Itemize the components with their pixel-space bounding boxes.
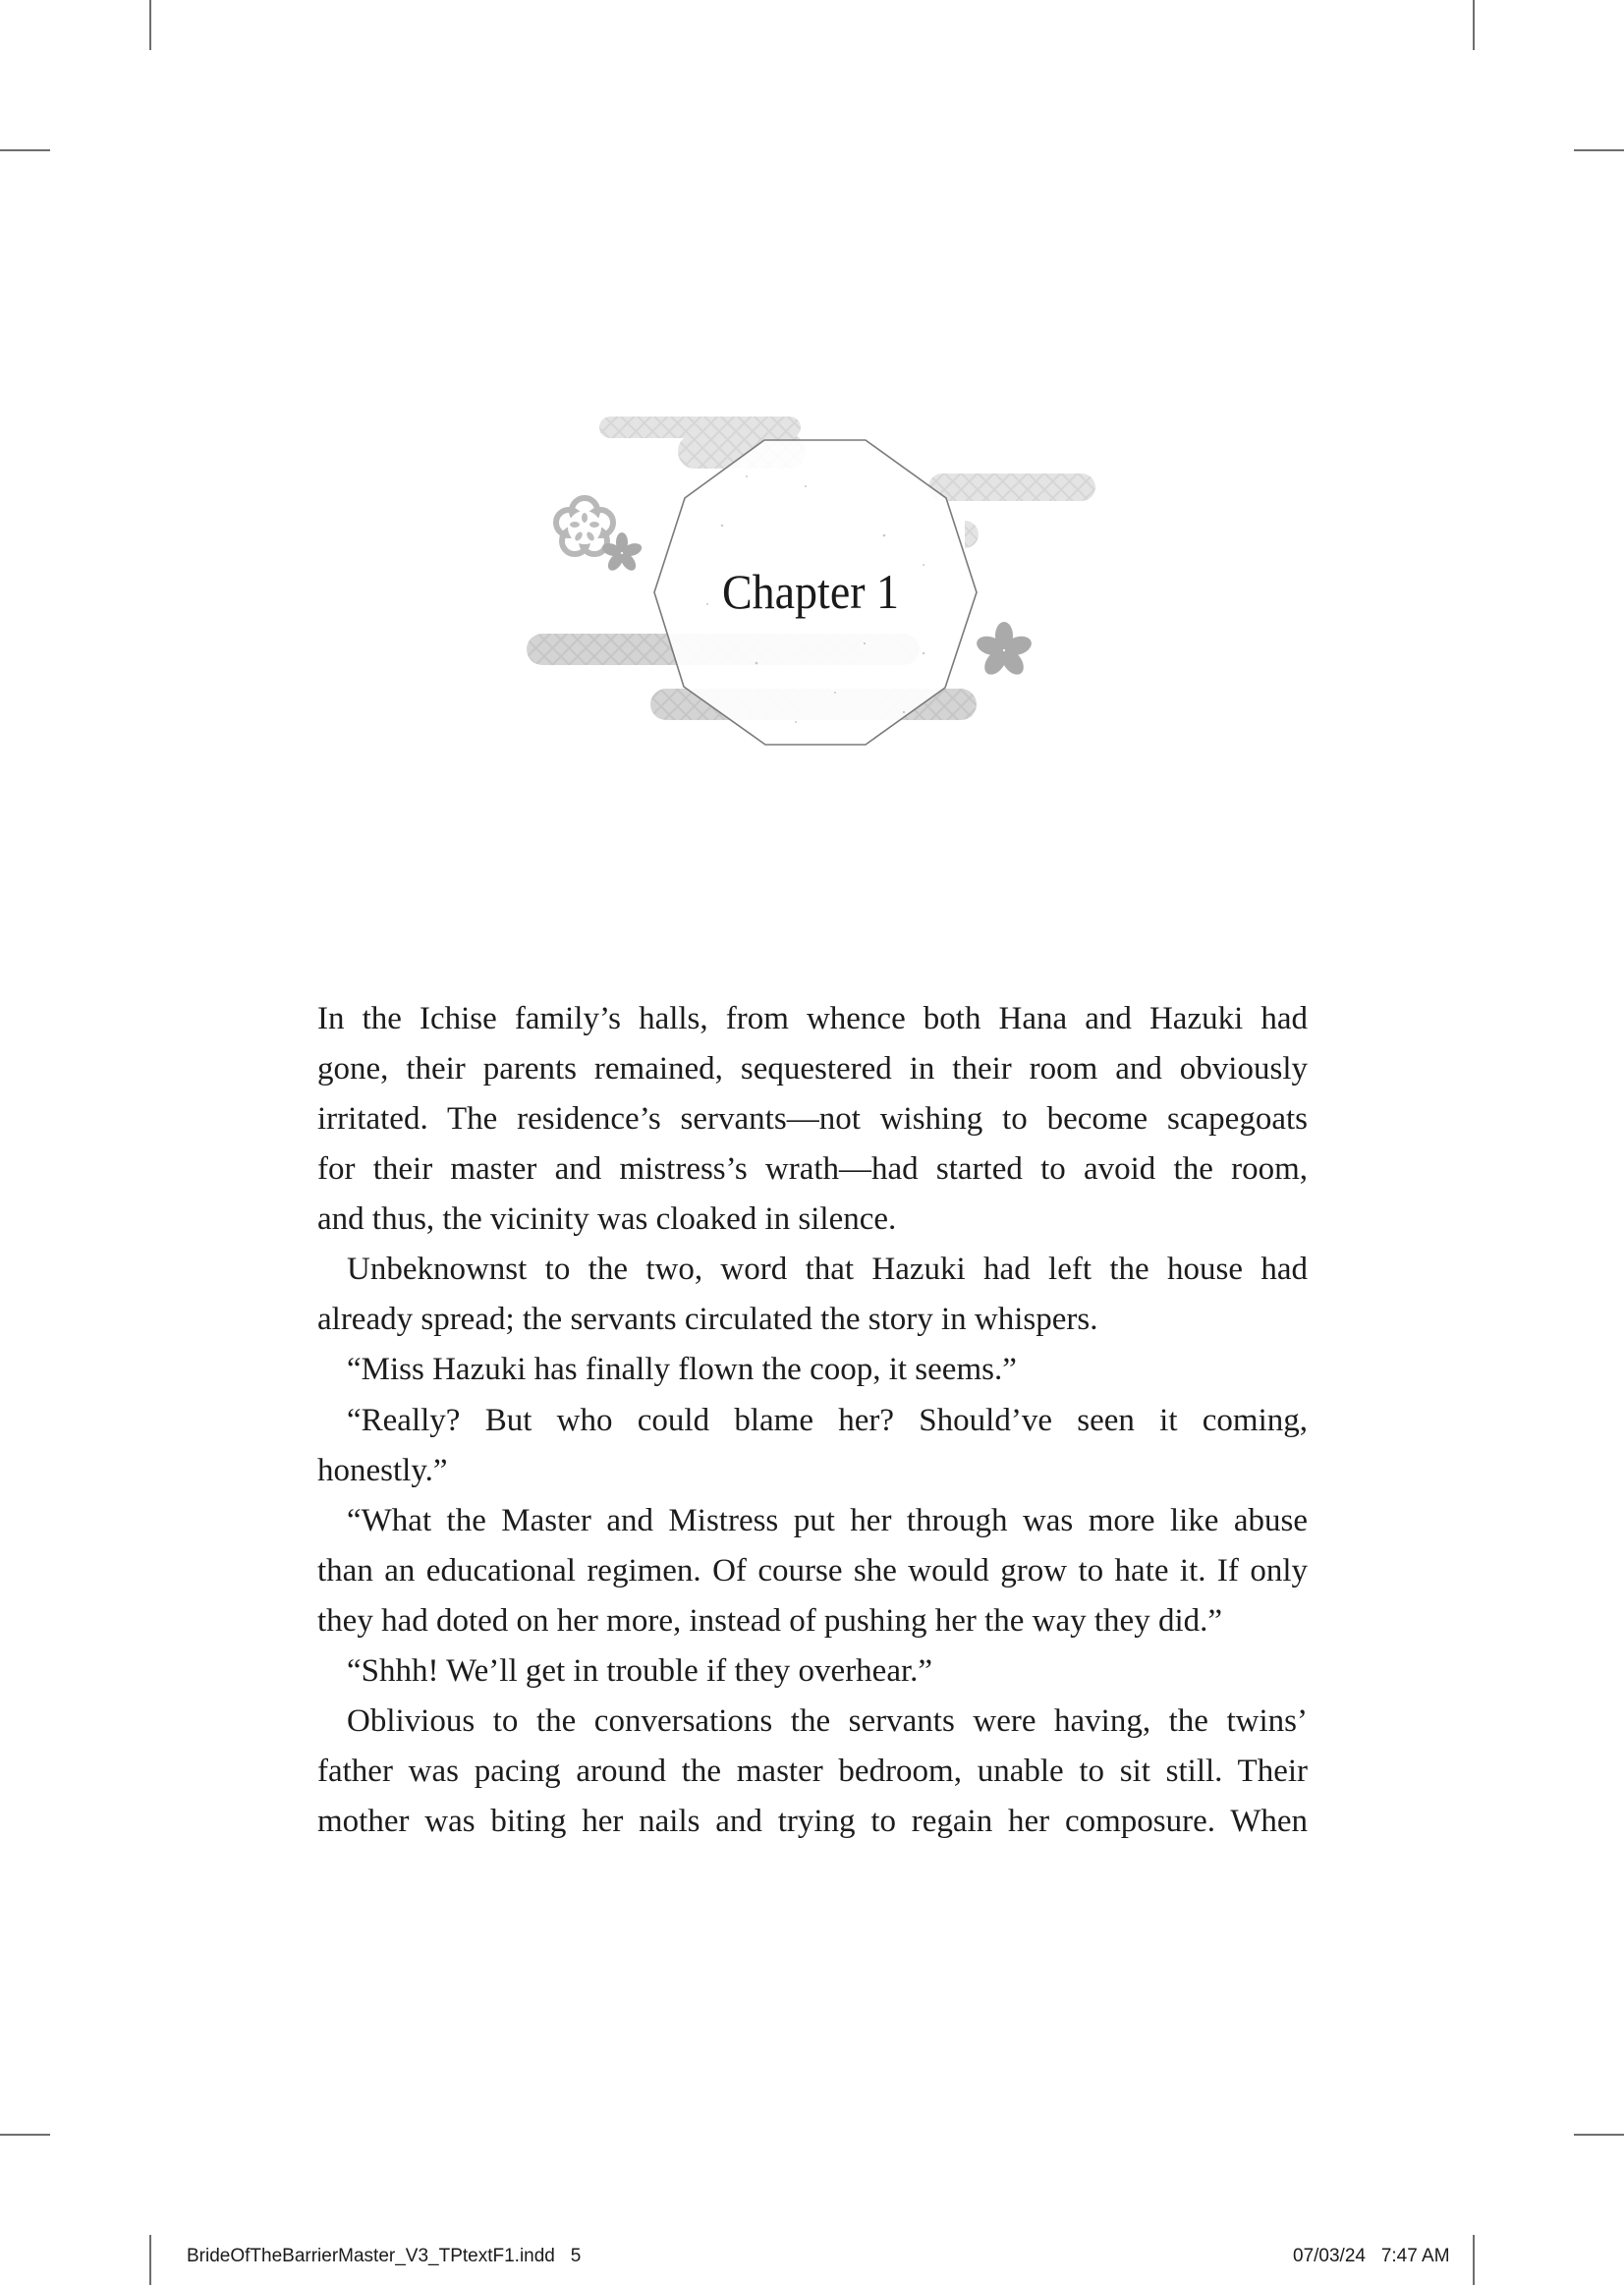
text-line: mother was biting her nails and trying to regain her composure. When — [317, 1804, 1308, 1839]
crop-mark-bottom-left-horizontal — [0, 2134, 50, 2136]
text-line: Oblivious to the conversations the servants were having, the twins’ — [347, 1702, 1308, 1739]
crop-mark-top-right-horizontal — [1574, 149, 1624, 151]
text-line: “Shhh! We’ll get in trouble if they overhear.” — [347, 1652, 933, 1689]
slug-filename: BrideOfTheBarrierMaster_V3_TPtextF1.indd — [187, 2246, 555, 2266]
text-line: they had doted on her more, instead of pushing her the way they did.” — [317, 1602, 1223, 1639]
text-line: In the Ichise family’s halls, from whence both Hana and Hazuki had — [317, 1001, 1308, 1036]
chapter-title: Chapter 1 — [721, 564, 900, 619]
slug-page-number: 5 — [570, 2246, 582, 2266]
text-line: honestly.” — [317, 1452, 448, 1488]
text-line: than an educational regimen. Of course she would grow to hate it. If only — [317, 1552, 1308, 1588]
text-line: “Really? But who could blame her? Should’ve seen it coming, — [347, 1402, 1308, 1438]
text-line: already spread; the servants circulated the story in whispers. — [317, 1302, 1098, 1338]
text-line: father was pacing around the master bedroom, unable to sit still. Their — [317, 1753, 1308, 1789]
text-line: gone, their parents remained, sequestered in their room and obviously — [317, 1051, 1308, 1087]
slug-right — [1293, 2246, 1450, 2267]
text-line: Unbeknownst to the two, word that Hazuki had left the house had — [347, 1252, 1308, 1288]
small-flower-right-icon — [975, 622, 1035, 679]
body-text — [317, 994, 1308, 1847]
crop-mark-bottom-right-vertical — [1473, 2235, 1475, 2285]
crop-mark-bottom-left-vertical — [149, 2235, 151, 2285]
slug-time: 7:47 AM — [1380, 2246, 1450, 2266]
text-line: and thus, the vicinity was cloaked in silence. — [317, 1201, 897, 1238]
text-line: for their master and mistress’s wrath—had started to avoid the room, — [317, 1151, 1308, 1188]
slug-left — [187, 2246, 581, 2267]
crop-mark-top-left-vertical — [149, 0, 151, 50]
crop-mark-bottom-right-horizontal — [1574, 2134, 1624, 2136]
crop-mark-top-right-vertical — [1473, 0, 1475, 50]
crop-mark-top-left-horizontal — [0, 149, 50, 151]
text-line: “What the Master and Mistress put her through was more like abuse — [347, 1502, 1308, 1538]
slug-date: 07/03/24 — [1293, 2246, 1366, 2266]
text-line: “Miss Hazuki has finally flown the coop, it seems.” — [347, 1352, 1017, 1388]
text-line: irritated. The residence’s servants—not wishing to become scapegoats — [317, 1101, 1308, 1138]
